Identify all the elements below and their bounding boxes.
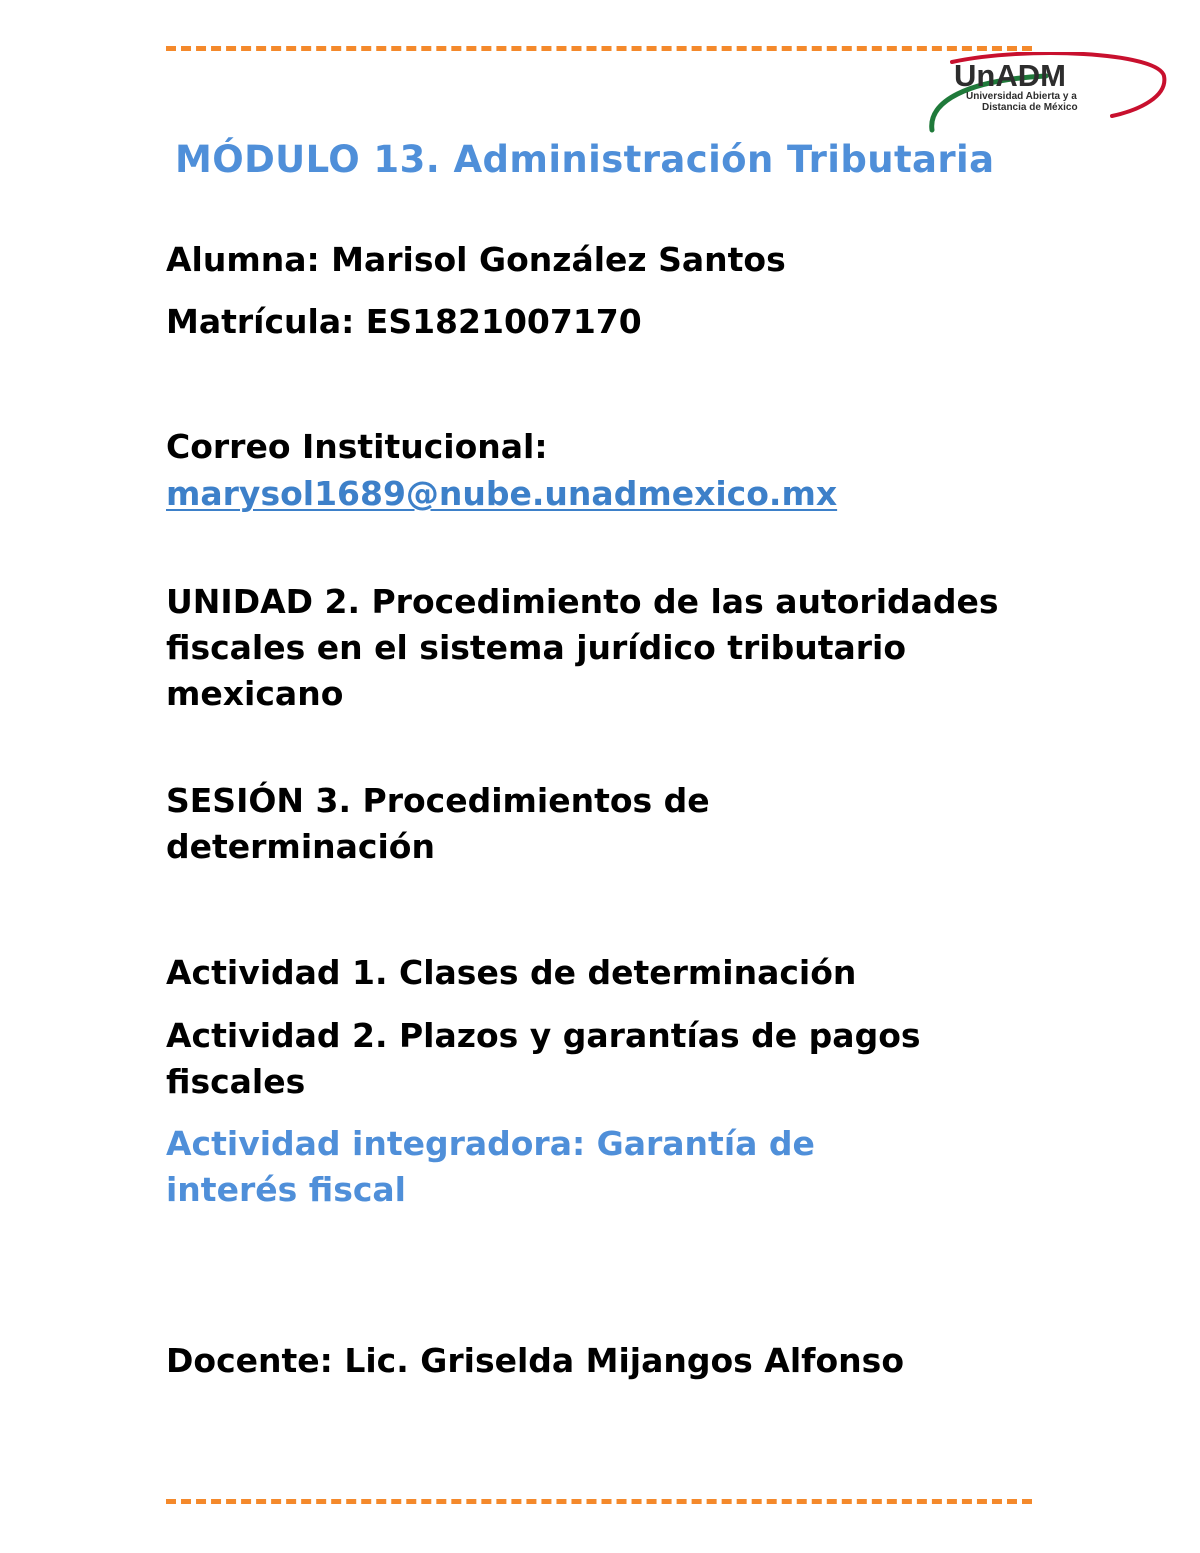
email-label: Correo Institucional: [166,427,548,466]
module-title: MÓDULO 13. Administración Tributaria [175,138,995,181]
email-link[interactable]: marysol1689@nube.unadmexico.mx [166,474,838,513]
email-link-wrapper [166,471,837,517]
student-id: Matrícula: ES1821007170 [166,302,642,341]
unadm-logo [926,52,1168,138]
session-heading: SESIÓN 3. Procedimientos de determinación [166,781,710,866]
unit-heading: UNIDAD 2. Procedimiento de las autoridades fiscales en el sistema jurídico tributario mexicano [166,582,999,713]
activity-integrating: Actividad integradora: Garantía de interés fiscal [166,1124,815,1209]
top-dashed-divider [166,46,1032,51]
logo-wordmark: UnADM [954,58,1066,93]
activity-1: Actividad 1. Clases de determinación [166,953,857,992]
teacher-line: Docente: Lic. Griselda Mijangos Alfonso [166,1341,904,1380]
logo-subtitle-line1: Universidad Abierta y a [966,91,1077,102]
logo-subtitle-line2: Distancia de México [982,102,1078,113]
bottom-dashed-divider [166,1499,1032,1504]
student-name: Alumna: Marisol González Santos [166,240,786,279]
activity-2: Actividad 2. Plazos y garantías de pagos fiscales [166,1016,921,1101]
